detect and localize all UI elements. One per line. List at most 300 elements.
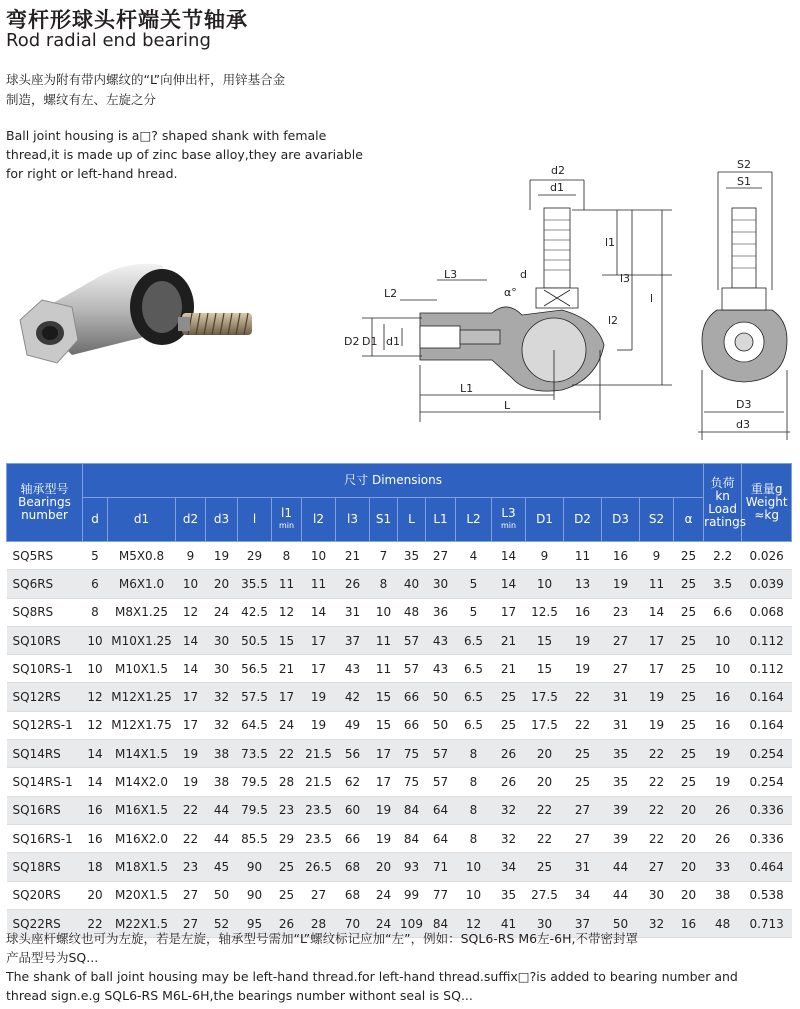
table-cell: 14 <box>492 570 526 598</box>
table-cell: 19 <box>370 796 398 824</box>
table-cell: 39 <box>602 796 640 824</box>
table-cell: 26 <box>336 570 370 598</box>
table-cell: M14X2.0 <box>108 768 176 796</box>
table-cell: 10 <box>526 570 564 598</box>
product-photo <box>12 245 262 395</box>
table-cell: 20 <box>83 881 108 909</box>
table-cell: 10 <box>83 626 108 654</box>
table-cell: 43 <box>426 655 456 683</box>
label-d1: d1 <box>550 181 564 194</box>
table-cell: 8 <box>272 542 302 570</box>
table-cell: 0.538 <box>742 881 792 909</box>
table-cell: 25 <box>674 570 704 598</box>
table-cell: 22 <box>526 796 564 824</box>
table-cell: 14 <box>492 542 526 570</box>
table-cell: 84 <box>398 796 426 824</box>
footnote-cn-line: 球头座杆螺纹也可为左旋，若是左旋，轴承型号需加“L”螺纹标记应加“左”，例如：SQL6-RS M6左-6H,不带密封罩 <box>6 931 638 946</box>
table-cell: 21 <box>492 626 526 654</box>
table-body <box>7 542 792 938</box>
col-header: D2 <box>564 498 602 542</box>
col-header: d <box>83 498 108 542</box>
table-cell: 75 <box>398 740 426 768</box>
table-cell: 25 <box>492 711 526 739</box>
table-cell-model: SQ14RS-1 <box>7 768 83 796</box>
table-cell: 14 <box>176 626 206 654</box>
table-cell-model: SQ20RS <box>7 881 83 909</box>
col-header: d1 <box>108 498 176 542</box>
table-cell: 75 <box>398 768 426 796</box>
table-cell: 11 <box>302 570 336 598</box>
table-cell: 66 <box>336 824 370 852</box>
table-cell: 6.5 <box>456 711 492 739</box>
label-L: L <box>504 399 511 412</box>
table-cell: 21 <box>492 655 526 683</box>
table-cell: 38 <box>206 768 238 796</box>
footnote-en-line: thread sign.e.g SQL6-RS M6L-6H,the bearings number withont seal is SQ... <box>6 988 473 1003</box>
label-d1-left: d1 <box>386 335 400 348</box>
header-weight-en1: Weight <box>745 495 788 509</box>
col-header: d3 <box>206 498 238 542</box>
table-row <box>7 824 792 852</box>
table-cell: 25 <box>674 683 704 711</box>
table-cell: 40 <box>398 570 426 598</box>
table-cell: 22 <box>640 740 674 768</box>
table-cell: 44 <box>206 796 238 824</box>
table-cell: 27 <box>564 824 602 852</box>
table-cell: 22 <box>176 824 206 852</box>
table-cell: 31 <box>336 598 370 626</box>
table-cell: 44 <box>602 881 640 909</box>
label-alpha: α° <box>504 286 517 299</box>
label-D3: D3 <box>736 398 752 411</box>
table-cell-model: SQ5RS <box>7 542 83 570</box>
description-cn <box>6 70 366 110</box>
description-en-line: for right or left-hand hread. <box>6 166 178 181</box>
table-cell: 19 <box>176 740 206 768</box>
col-header: L <box>398 498 426 542</box>
table-cell-model: SQ12RS-1 <box>7 711 83 739</box>
table-cell: 8 <box>456 740 492 768</box>
table-cell: 17 <box>640 655 674 683</box>
table-cell: 25 <box>674 768 704 796</box>
table-cell: 23 <box>176 853 206 881</box>
label-d2: d2 <box>551 164 565 177</box>
table-row <box>7 598 792 626</box>
table-cell-model: SQ16RS <box>7 796 83 824</box>
header-model <box>7 464 83 542</box>
table-cell: 7 <box>370 542 398 570</box>
table-cell: 42.5 <box>238 598 272 626</box>
table-cell: 0.254 <box>742 740 792 768</box>
table-cell: 25 <box>674 542 704 570</box>
table-cell: 48 <box>398 598 426 626</box>
table-cell: 52 <box>206 909 238 937</box>
table-cell: 27 <box>640 853 674 881</box>
table-cell: 42 <box>336 683 370 711</box>
table-cell: M16X2.0 <box>108 824 176 852</box>
table-cell: 30 <box>526 909 564 937</box>
header-dimensions: 尺寸 Dimensions <box>83 464 704 498</box>
table-cell: 43 <box>426 626 456 654</box>
table-cell: 25 <box>674 655 704 683</box>
table-cell: 77 <box>426 881 456 909</box>
label-S2: S2 <box>737 158 751 171</box>
col-header: D3 <box>602 498 640 542</box>
table-cell: 19 <box>176 768 206 796</box>
table-cell: 17.5 <box>526 711 564 739</box>
table-cell: 20 <box>674 881 704 909</box>
table-cell: 0.112 <box>742 626 792 654</box>
table-cell: 29 <box>272 824 302 852</box>
header-weight <box>742 464 792 542</box>
table-cell: 11 <box>370 626 398 654</box>
table-cell: 8 <box>456 796 492 824</box>
table-cell: 10 <box>83 655 108 683</box>
table-cell: 20 <box>370 853 398 881</box>
table-cell: 32 <box>640 909 674 937</box>
table-cell: 15 <box>272 626 302 654</box>
table-cell: 38 <box>206 740 238 768</box>
table-cell: 27 <box>564 796 602 824</box>
table-cell: 50 <box>206 881 238 909</box>
col-header: L1 <box>426 498 456 542</box>
table-cell: 0.336 <box>742 824 792 852</box>
table-cell: 19 <box>704 768 742 796</box>
header-load-cn: 负荷kn <box>710 475 735 503</box>
table-cell: 30 <box>640 881 674 909</box>
header-weight-en2: ≈kg <box>754 508 779 522</box>
table-cell: 29 <box>238 542 272 570</box>
table-cell: 21 <box>336 542 370 570</box>
table-cell: 35 <box>398 542 426 570</box>
label-l: l <box>650 292 654 305</box>
table-cell: 57 <box>398 626 426 654</box>
table-cell: 24 <box>370 881 398 909</box>
col-header: L2 <box>456 498 492 542</box>
table-cell: 11 <box>272 570 302 598</box>
col-header <box>272 498 302 542</box>
table-cell: 17 <box>302 626 336 654</box>
table-cell: 26 <box>272 909 302 937</box>
col-header <box>492 498 526 542</box>
table-cell: 45 <box>206 853 238 881</box>
table-cell: 79.5 <box>238 768 272 796</box>
table-cell: 6 <box>83 570 108 598</box>
table-cell: 25 <box>674 626 704 654</box>
table-cell: 16 <box>602 542 640 570</box>
table-cell-model: SQ10RS-1 <box>7 655 83 683</box>
table-cell: 27 <box>176 909 206 937</box>
table-cell: 26 <box>492 768 526 796</box>
table-cell: 84 <box>426 909 456 937</box>
table-cell: 32 <box>206 683 238 711</box>
table-cell: 19 <box>640 683 674 711</box>
table-cell: 20 <box>206 570 238 598</box>
table-cell: 21 <box>272 655 302 683</box>
header-model-en2: number <box>21 508 68 522</box>
table-cell: 56 <box>336 740 370 768</box>
table-cell: 25 <box>564 768 602 796</box>
table-cell: 19 <box>564 655 602 683</box>
table-cell: 26.5 <box>302 853 336 881</box>
table-cell: 16 <box>704 683 742 711</box>
table-cell: 70 <box>336 909 370 937</box>
table-row <box>7 853 792 881</box>
header-model-cn: 轴承型号 <box>20 482 69 496</box>
label-L1: L1 <box>460 382 474 395</box>
footnote-cn-line: 产品型号为SQ... <box>6 950 99 965</box>
table-cell: 26 <box>704 796 742 824</box>
table-cell: 18 <box>83 853 108 881</box>
description-cn-line: 制造，螺纹有左、左旋之分 <box>6 92 157 107</box>
label-L3: L3 <box>444 268 458 281</box>
table-cell: 26 <box>492 740 526 768</box>
table-cell: 62 <box>336 768 370 796</box>
table-cell: 68 <box>336 881 370 909</box>
col-header: D1 <box>526 498 564 542</box>
col-header: l2 <box>302 498 336 542</box>
table-cell-model: SQ6RS <box>7 570 83 598</box>
table-cell: 23.5 <box>302 796 336 824</box>
label-l2: l2 <box>608 314 619 327</box>
col-header: α <box>674 498 704 542</box>
table-cell: M14X1.5 <box>108 740 176 768</box>
table-cell: 17 <box>302 655 336 683</box>
table-cell: 27 <box>302 881 336 909</box>
table-cell: 12 <box>176 598 206 626</box>
table-cell: 8 <box>83 598 108 626</box>
table-cell: 22 <box>526 824 564 852</box>
table-cell: 19 <box>564 626 602 654</box>
table-cell: 48 <box>704 909 742 937</box>
table-cell: 19 <box>302 683 336 711</box>
table-cell: 12.5 <box>526 598 564 626</box>
label-L2: L2 <box>384 287 398 300</box>
table-cell: 31 <box>602 711 640 739</box>
table-cell: M20X1.5 <box>108 881 176 909</box>
header-model-en1: Bearings <box>18 495 71 509</box>
table-cell: 16 <box>564 598 602 626</box>
label-D1: D1 <box>362 335 378 348</box>
table-cell: 44 <box>206 824 238 852</box>
table-cell: 8 <box>370 570 398 598</box>
table-cell: 25 <box>674 711 704 739</box>
table-cell: 12 <box>83 683 108 711</box>
table-cell: 34 <box>492 853 526 881</box>
table-cell: 5 <box>456 598 492 626</box>
table-cell: 50 <box>602 909 640 937</box>
table-cell: 34 <box>564 881 602 909</box>
table-cell: 0.254 <box>742 768 792 796</box>
table-cell: 17 <box>370 740 398 768</box>
table-cell: 17.5 <box>526 683 564 711</box>
table-cell-model: SQ8RS <box>7 598 83 626</box>
table-cell: 68 <box>336 853 370 881</box>
table-cell: 20 <box>526 740 564 768</box>
col-header-min: min <box>278 521 295 530</box>
table-cell: 25 <box>674 598 704 626</box>
table-cell: 20 <box>674 796 704 824</box>
page-title-en: Rod radial end bearing <box>6 30 211 51</box>
table-cell: 64 <box>426 824 456 852</box>
table-cell: 5 <box>456 570 492 598</box>
table-cell: 25 <box>492 683 526 711</box>
table-cell: 0.336 <box>742 796 792 824</box>
table-row <box>7 796 792 824</box>
table-cell: 10 <box>704 655 742 683</box>
table-row <box>7 626 792 654</box>
table-row <box>7 683 792 711</box>
table-row <box>7 542 792 570</box>
table-cell: 31 <box>602 683 640 711</box>
label-l1: l1 <box>605 236 616 249</box>
table-cell: 43 <box>336 655 370 683</box>
table-cell: 57 <box>426 768 456 796</box>
table-cell: 10 <box>370 598 398 626</box>
table-cell: 22 <box>176 796 206 824</box>
col-header: d2 <box>176 498 206 542</box>
table-cell: 24 <box>272 711 302 739</box>
table-cell: M10X1.5 <box>108 655 176 683</box>
col-header: l <box>238 498 272 542</box>
table-cell: 56.5 <box>238 655 272 683</box>
col-header-label: l1 <box>281 506 292 520</box>
label-d: d <box>520 268 527 281</box>
table-cell: 16 <box>83 796 108 824</box>
table-cell: 11 <box>564 542 602 570</box>
table-cell: 32 <box>492 824 526 852</box>
description-cn-line: 球头座为附有带内螺纹的“L”向伸出杆，用锌基合金 <box>6 72 286 87</box>
table-cell-model: SQ12RS <box>7 683 83 711</box>
table-cell: M8X1.25 <box>108 598 176 626</box>
table-cell: 32 <box>206 711 238 739</box>
table-cell: 6.5 <box>456 626 492 654</box>
table-cell: 22 <box>564 711 602 739</box>
table-cell: 30 <box>206 655 238 683</box>
table-row <box>7 740 792 768</box>
table-cell: 0.026 <box>742 542 792 570</box>
table-cell: 6.5 <box>456 655 492 683</box>
table-cell: 14 <box>640 598 674 626</box>
table-cell: 14 <box>83 768 108 796</box>
table-cell: 21.5 <box>302 768 336 796</box>
table-cell: M12X1.75 <box>108 711 176 739</box>
table-cell: 35 <box>492 881 526 909</box>
table-cell: 14 <box>302 598 336 626</box>
table-cell: 79.5 <box>238 796 272 824</box>
table-cell: 10 <box>704 626 742 654</box>
table-cell: 9 <box>640 542 674 570</box>
table-cell: 66 <box>398 711 426 739</box>
table-cell: 49 <box>336 711 370 739</box>
table-cell: 0.713 <box>742 909 792 937</box>
table-cell: 30 <box>426 570 456 598</box>
table-cell: 0.112 <box>742 655 792 683</box>
col-header: S2 <box>640 498 674 542</box>
table-row <box>7 570 792 598</box>
table-cell: 13 <box>564 570 602 598</box>
table-cell: 27.5 <box>526 881 564 909</box>
table-cell: 50 <box>426 711 456 739</box>
table-cell: M10X1.25 <box>108 626 176 654</box>
table-cell: 99 <box>398 881 426 909</box>
table-cell: 10 <box>456 853 492 881</box>
table-cell: 16 <box>83 824 108 852</box>
table-cell: 71 <box>426 853 456 881</box>
table-cell: 64.5 <box>238 711 272 739</box>
table-cell: 32 <box>492 796 526 824</box>
table-cell: 6.5 <box>456 683 492 711</box>
table-cell: 19 <box>370 824 398 852</box>
table-cell: 12 <box>456 909 492 937</box>
table-cell: 5 <box>83 542 108 570</box>
table-cell: 109 <box>398 909 426 937</box>
table-cell: 38 <box>704 881 742 909</box>
table-cell: 57 <box>398 655 426 683</box>
table-cell: 35.5 <box>238 570 272 598</box>
table-cell: 27 <box>426 542 456 570</box>
table-cell: 17 <box>176 711 206 739</box>
table-cell: 60 <box>336 796 370 824</box>
table-cell-model: SQ22RS <box>7 909 83 937</box>
table-cell: 8 <box>456 768 492 796</box>
table-cell: 19 <box>302 711 336 739</box>
col-header: S1 <box>370 498 398 542</box>
table-cell: 41 <box>492 909 526 937</box>
table-cell: 0.068 <box>742 598 792 626</box>
specification-table <box>6 463 792 938</box>
table-cell: 25 <box>674 740 704 768</box>
table-cell: 14 <box>176 655 206 683</box>
header-weight-cn: 重量g <box>750 482 783 496</box>
table-cell: 23.5 <box>302 824 336 852</box>
table-cell: 24 <box>370 909 398 937</box>
table-cell: 22 <box>564 683 602 711</box>
table-cell: 4 <box>456 542 492 570</box>
table-cell: 50 <box>426 683 456 711</box>
table-cell: 10 <box>456 881 492 909</box>
col-header-label: L3 <box>501 506 516 520</box>
table-cell: 6.6 <box>704 598 742 626</box>
table-cell: 95 <box>238 909 272 937</box>
table-cell: 90 <box>238 881 272 909</box>
table-cell: 31 <box>564 853 602 881</box>
table-row <box>7 711 792 739</box>
table-cell: 0.164 <box>742 683 792 711</box>
table-cell: 39 <box>602 824 640 852</box>
table-cell: 17 <box>492 598 526 626</box>
table-cell: 19 <box>602 570 640 598</box>
table-cell: 15 <box>526 626 564 654</box>
table-cell: 11 <box>640 570 674 598</box>
table-cell: M12X1.25 <box>108 683 176 711</box>
table-cell: 25 <box>564 740 602 768</box>
table-cell: 22 <box>272 740 302 768</box>
table-cell: 15 <box>526 655 564 683</box>
description-en-line: Ball joint housing is a□? shaped shank with female <box>6 128 327 143</box>
table-cell: 9 <box>526 542 564 570</box>
table-cell: 30 <box>206 626 238 654</box>
table-cell: 57 <box>426 740 456 768</box>
table-cell: M5X0.8 <box>108 542 176 570</box>
description-en-line: thread,it is made up of zinc base alloy,they are avariable <box>6 147 363 162</box>
table-cell: 85.5 <box>238 824 272 852</box>
table-cell: M16X1.5 <box>108 796 176 824</box>
header-load-en1: Load <box>708 501 738 516</box>
table-cell: 17 <box>272 683 302 711</box>
table-cell: 0.464 <box>742 853 792 881</box>
table-cell: 25 <box>272 881 302 909</box>
